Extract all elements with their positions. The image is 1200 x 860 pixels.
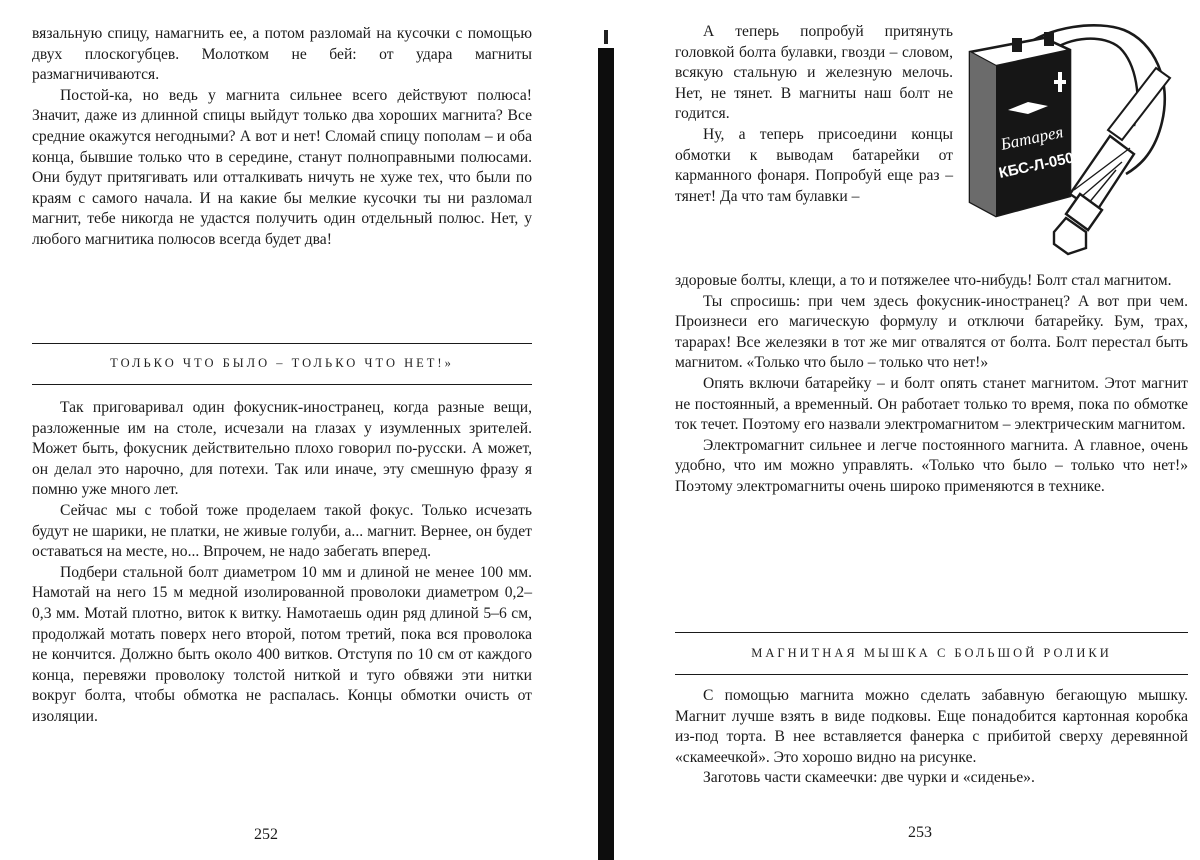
battery-electromagnet-illustration (958, 18, 1198, 268)
page-number: 253 (908, 824, 932, 841)
paragraph: здоровые болты, клещи, а то и потяжелее что-нибудь! Болт стал магнитом. (675, 272, 1172, 289)
paragraph: Ты спросишь: при чем здесь фокусник-иностранец? А вот при чем. Произнеси его магическую формулу и отключи батарейку. Бум, трах, тарарах! Все железяки в тот же миг отвалятся от болта. Болт перестал быть магнитом. «Только что было – только что нет!» (675, 292, 1188, 372)
left-text-block-top (32, 24, 532, 251)
spine-mark (604, 30, 608, 44)
right-page (612, 0, 1200, 860)
paragraph: Постой-ка, но ведь у магнита сильнее всего действуют полюса! Значит, даже из длинной спицы выйдут только два хороших магнита? Все средние окажутся негодными? А вот и нет! Сломай спицу пополам – и оба конца, бывшие только что в середине, станут полноправными полюсами. Они будут притягивать или отталкивать ничуть не хуже тех, что были по краям с самого начала. И на какие бы мелкие кусочки ты ни разломал магнит, тебе никогда не удастся получить один отдельный полюс. Нет, у любого магнитика полюсов всегда будет два! (32, 86, 532, 248)
right-text-block-top (675, 22, 953, 207)
right-text-block-main (675, 271, 1188, 498)
paragraph: А теперь попробуй притянуть головкой болта булавки, гвозди – словом, всякую стальную и железную мелочь. Нет, не тянет. В магниты наш болт не годится. (675, 23, 953, 123)
paragraph: Ну, а теперь присоедини концы обмотки к выводам батарейки от карманного фонаря. Попробуй еще раз – тянет! Да что там булавки – (675, 125, 953, 205)
left-text-block-bottom (32, 398, 532, 728)
paragraph: Заготовь части скамеечки: две чурки и «сиденье». (703, 769, 1035, 787)
section-rule-bottom (675, 674, 1188, 675)
right-text-block-bottom (675, 686, 1188, 789)
paragraph: Сейчас мы с тобой тоже проделаем такой фокус. Только исчезать будут не шарики, не платки, не живые голуби, а... магнит. Вернее, он будет оставаться на месте, но... Впрочем, не надо забегать вперед. (32, 501, 532, 561)
section-heading: ТОЛЬКО ЧТО БЫЛО – ТОЛЬКО ЧТО НЕТ!» (110, 356, 454, 370)
paragraph: Опять включи батарейку – и болт опять станет магнитом. Этот магнит не постоянный, а временный. Он работает только то время, пока по обмотке ток течет. Поэтому его назвали электромагнитом – электрическим магнитом. (675, 374, 1188, 434)
paragraph: Так приговаривал один фокусник-иностранец, когда разные вещи, разложенные им на столе, исчезали на глазах у изумленных зрителей. Может быть, фокусник действительно плохо говорил по-русски. А может, он делал это нарочно, для потехи. Так или иначе, эту смешную фразу я помню уже много лет. (32, 399, 532, 499)
paragraph: Электромагнит сильнее и легче постоянного магнита. А главное, очень удобно, что им можно управлять. «Только что было – только что нет!» Поэтому электромагниты очень широко применяются в технике. (675, 436, 1188, 495)
paragraph: Подбери стальной болт диаметром 10 мм и длиной не менее 100 мм. Намотай на него 15 м медной изолированной проволоки диаметром 0,2–0,3 мм. Мотай плотно, виток к витку. Намотаешь один ряд длиной 5–6 см, продолжай мотать поверх него второй, потом третий, пока вся проволока не кончится. Должно быть около 400 витков. Отступя по 10 см от каждого конца, перевяжи проволоку толстой ниткой и туго обвяжи эти нитки вокруг болта, чтобы обмотка не распалась. Концы обмотки очисть от изоляции. (32, 563, 532, 725)
page-number: 252 (254, 826, 278, 843)
battery-label: Батарея (998, 122, 1065, 154)
section-heading: МАГНИТНАЯ МЫШКА С БОЛЬШОЙ РОЛИКИ (751, 646, 1112, 660)
section-rule-top (675, 632, 1188, 633)
paragraph: С помощью магнита можно сделать забавную бегающую мышку. Магнит лучше взять в виде подковы. Еще понадобится картонная коробка из-под торта. В нее вставляется фанерка с прибитой сверху деревянной «скамеечкой». Это хорошо видно на рисунке. (675, 687, 1188, 766)
paragraph: вязальную спицу, намагнить ее, а потом разломай на кусочки с помощью двух плоскогубцев. Молотком не бей: от удара магниты размагничиваются. (32, 25, 532, 84)
section-rule-bottom (32, 384, 532, 385)
section-rule-top (32, 343, 532, 344)
battery-model: КБС-Л-050 (997, 149, 1076, 182)
